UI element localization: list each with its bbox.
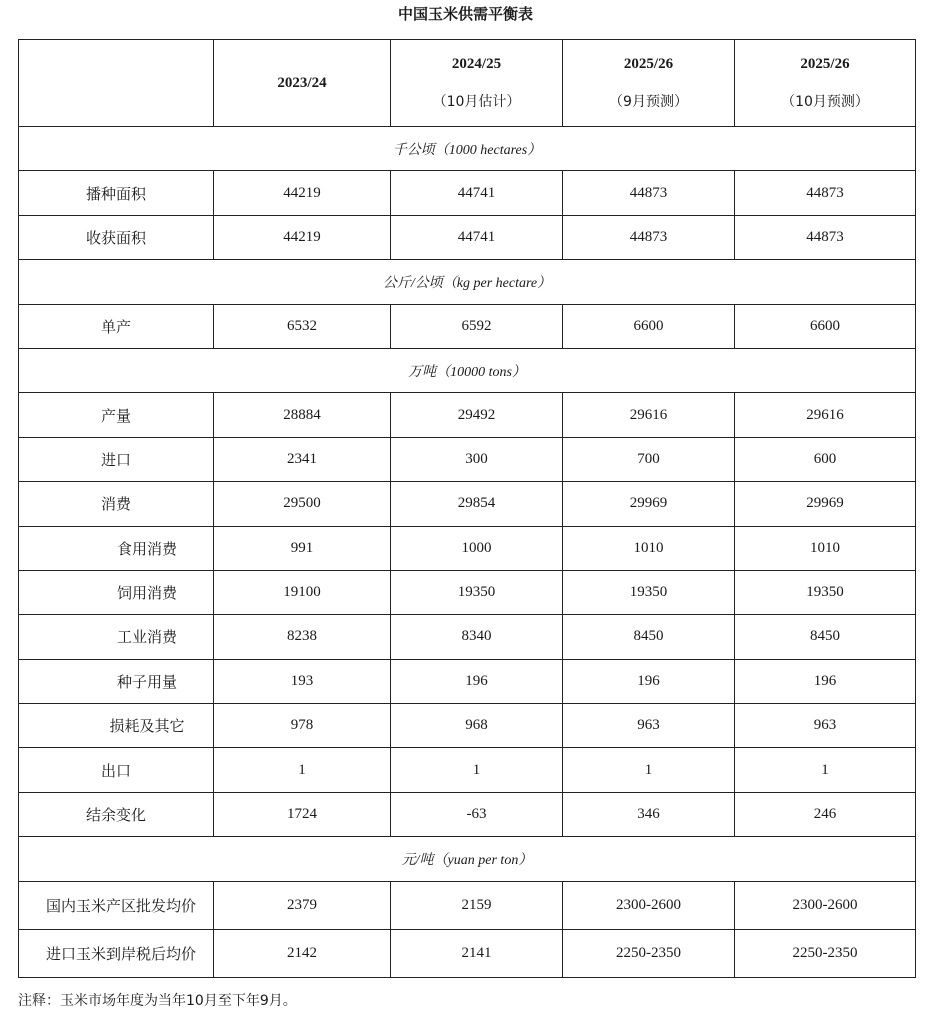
cell-value: 6600 [563,304,735,348]
cell-value: 2300-2600 [735,881,916,929]
row-label: 出口 [19,748,214,792]
cell-value: 991 [214,526,391,570]
row-label: 单产 [19,304,214,348]
cell-value: 29616 [735,393,916,437]
cell-value: 44741 [391,215,563,259]
cell-value: 29616 [563,393,735,437]
cell-value: 2141 [391,929,563,977]
header-year: 2025/26 [800,55,850,72]
cell-value: 6532 [214,304,391,348]
cell-value: 196 [563,659,735,703]
header-year: 2024/25 [451,55,502,72]
cell-value: 8450 [563,615,735,659]
cell-value: 2341 [214,437,391,481]
cell-value: 346 [563,792,735,836]
table-row [19,659,916,703]
table-row [19,526,916,570]
table-row [19,615,916,659]
cell-value: 2159 [391,881,563,929]
header-empty-cell [19,40,214,127]
header-sub: （10月估计） [432,93,521,110]
table-row [19,881,916,929]
cell-value: 8238 [214,615,391,659]
cell-value: 1000 [391,526,563,570]
unit-row-volume [19,348,916,392]
unit-label: 元/吨（yuan per ton） [19,837,916,881]
table-row [19,171,916,215]
unit-label: 千公顷（1000 hectares） [19,127,916,171]
cell-value: 2250-2350 [563,929,735,977]
cell-value: 1 [391,748,563,792]
cell-value: 2379 [214,881,391,929]
unit-label: 万吨（10000 tons） [19,348,916,392]
row-label: 损耗及其它 [19,704,214,748]
cell-value: 29969 [563,482,735,526]
cell-value: 28884 [214,393,391,437]
row-label: 食用消费 [19,526,214,570]
row-label: 国内玉米产区批发均价 [19,881,214,929]
table-row [19,704,916,748]
cell-value: 44219 [214,215,391,259]
cell-value: 1724 [214,792,391,836]
table-row [19,792,916,836]
row-label: 进口 [19,437,214,481]
cell-value: 246 [735,792,916,836]
cell-value: 8450 [735,615,916,659]
cell-value: 44741 [391,171,563,215]
row-label: 结余变化 [19,792,214,836]
cell-value: 196 [735,659,916,703]
table-row [19,215,916,259]
unit-label: 公斤/公顷（kg per hectare） [19,260,916,304]
cell-value: 700 [563,437,735,481]
cell-value: 29969 [735,482,916,526]
cell-value: 19350 [735,570,916,614]
row-label: 种子用量 [19,659,214,703]
cell-value: 44873 [735,215,916,259]
header-col-2023-24 [214,40,391,127]
header-year: 2025/26 [623,55,674,72]
table-row [19,304,916,348]
table-row [19,929,916,977]
cell-value: 1010 [563,526,735,570]
row-label: 进口玉米到岸税后均价 [19,929,214,977]
unit-row-price [19,837,916,881]
cell-value: 600 [735,437,916,481]
cell-value: 19350 [563,570,735,614]
cell-value: 44873 [563,171,735,215]
cell-value: 2142 [214,929,391,977]
cell-value: 978 [214,704,391,748]
cell-value: 19350 [391,570,563,614]
supply-demand-table [18,39,916,978]
row-label: 产量 [19,393,214,437]
cell-value: 44873 [735,171,916,215]
header-row [19,40,916,127]
unit-row-yield [19,260,916,304]
cell-value: 963 [563,704,735,748]
row-label: 工业消费 [19,615,214,659]
table-title: 中国玉米供需平衡表 [397,5,533,23]
cell-value: 1010 [735,526,916,570]
cell-value: 196 [391,659,563,703]
cell-value: 193 [214,659,391,703]
cell-value: 2300-2600 [563,881,735,929]
header-sub: （9月预测） [609,93,688,110]
footnote: 注释：玉米市场年度为当年10月至下年9月。 [18,993,297,1009]
cell-value: 1 [563,748,735,792]
cell-value: 963 [735,704,916,748]
header-col-2025-26-oct [735,40,916,127]
cell-value: 300 [391,437,563,481]
cell-value: 8340 [391,615,563,659]
cell-value: -63 [391,792,563,836]
row-label: 播种面积 [19,171,214,215]
header-col-2025-26-sep [563,40,735,127]
header-year: 2023/24 [277,74,327,91]
header-sub: （10月预测） [781,93,869,110]
cell-value: 1 [735,748,916,792]
table-row [19,482,916,526]
cell-value: 29854 [391,482,563,526]
cell-value: 29492 [391,393,563,437]
row-label: 饲用消费 [19,570,214,614]
cell-value: 19100 [214,570,391,614]
cell-value: 29500 [214,482,391,526]
table-row [19,437,916,481]
header-col-2024-25 [391,40,563,127]
row-label: 消费 [19,482,214,526]
table-row [19,570,916,614]
cell-value: 44219 [214,171,391,215]
table-row [19,393,916,437]
unit-row-area [19,127,916,171]
cell-value: 2250-2350 [735,929,916,977]
table-row [19,748,916,792]
cell-value: 6600 [735,304,916,348]
cell-value: 6592 [391,304,563,348]
cell-value: 44873 [563,215,735,259]
row-label: 收获面积 [19,215,214,259]
cell-value: 968 [391,704,563,748]
cell-value: 1 [214,748,391,792]
